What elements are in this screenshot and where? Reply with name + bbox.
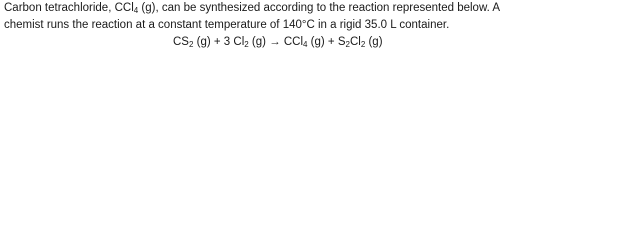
intro-text: (g), can be synthesized according to the reaction represented below. A <box>138 2 501 14</box>
subscript: 2 <box>360 40 366 49</box>
cut-off-text-fragment <box>56 55 59 61</box>
equation-term: Cl <box>349 36 361 48</box>
intro-sentence-line-1 <box>4 1 500 15</box>
subscript: 4 <box>303 40 308 49</box>
equation-term: (g) + 3 Cl <box>193 36 245 48</box>
chemical-equation <box>173 35 383 49</box>
subscript: 2 <box>345 40 350 49</box>
subscript: 4 <box>133 6 139 15</box>
equation-term: (g) → CCl <box>248 36 304 48</box>
intro-text: Carbon tetrachloride, CCl <box>4 2 134 14</box>
subscript: 2 <box>244 40 249 49</box>
equation-term: (g) <box>365 36 383 48</box>
cut-off-next-line <box>0 55 644 62</box>
equation-term: (g) + S <box>307 36 346 48</box>
intro-sentence-line-2: chemist runs the reaction at a constant temperature of 140°C in a rigid 35.0 L container. <box>4 19 450 31</box>
equation-term: CS <box>173 36 189 48</box>
subscript: 2 <box>188 40 194 49</box>
